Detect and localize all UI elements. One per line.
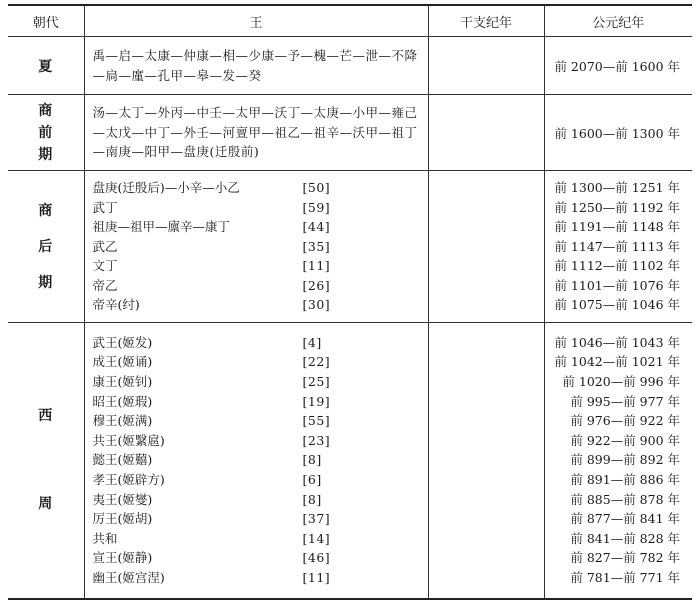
dynasty-western-zhou xyxy=(8,323,84,599)
king-name: 厉王(姬胡) xyxy=(92,511,153,527)
reign-row xyxy=(93,529,428,549)
king-name: 康王(姬钊) xyxy=(92,374,153,390)
ad-range: 前 1101—前 1076 年 xyxy=(554,277,680,293)
king-name: 夷王(姬燮) xyxy=(92,491,153,507)
reign-years: [55] xyxy=(302,413,331,429)
dynasty-xia: 夏 xyxy=(8,37,84,95)
reign-years: [35] xyxy=(302,238,331,254)
reign-row xyxy=(93,372,428,392)
king-name: 昭王(姬瑕) xyxy=(92,393,153,409)
ad-range: 前 1250—前 1192 年 xyxy=(554,199,680,215)
kings-shang-late xyxy=(84,171,428,323)
ad-range: 前 995—前 977 年 xyxy=(570,393,680,409)
reign-row xyxy=(93,237,428,257)
reign-row xyxy=(93,392,428,412)
reign-years: [4] xyxy=(302,334,322,350)
reign-years: [6] xyxy=(302,472,322,488)
dynasty-char: 期 xyxy=(38,274,54,291)
ganzhi-xia xyxy=(428,37,544,95)
ad-shang-late xyxy=(544,171,692,323)
ad-western-zhou xyxy=(544,323,692,599)
reign-row xyxy=(93,470,428,490)
kings-xia xyxy=(84,37,428,95)
reign-years: [8] xyxy=(302,452,322,468)
row-xia xyxy=(8,37,692,95)
king-name: 武丁 xyxy=(92,199,118,215)
kings-western-zhou xyxy=(84,323,428,599)
reign-years: [37] xyxy=(302,511,331,527)
king-line: —太戊—中丁—外壬—河亶甲—祖乙—祖辛—沃甲—祖丁 xyxy=(92,124,418,140)
king-name: 孝王(姬辟方) xyxy=(92,472,165,488)
reign-row xyxy=(93,198,428,218)
ganzhi-shang-early xyxy=(428,95,544,171)
kings-shang-early xyxy=(84,95,428,171)
ganzhi-western-zhou xyxy=(428,323,544,599)
king-name: 武王(姬发) xyxy=(92,334,153,350)
king-name: 幽王(姬宫涅) xyxy=(92,570,165,586)
ad-xia: 前 2070—前 1600 年 xyxy=(544,37,692,95)
ad-shang-early: 前 1600—前 1300 年 xyxy=(544,95,692,171)
king-line: 禹—启—太康—仲康—相—少康—予—槐—芒—泄—不降 xyxy=(92,48,418,63)
dynasty-shang-late xyxy=(8,171,84,323)
reign-years: [19] xyxy=(302,393,331,409)
ad-range: 前 1112—前 1102 年 xyxy=(554,258,680,274)
ad-range: 前 1020—前 996 年 xyxy=(562,374,680,390)
reign-row xyxy=(93,509,428,529)
row-shang-late xyxy=(8,171,692,323)
ad-range: 前 1147—前 1113 年 xyxy=(554,238,680,254)
king-name: 懿王(姬囏) xyxy=(92,452,153,468)
reign-row xyxy=(93,256,428,276)
dynasty-char: 西 xyxy=(38,408,54,425)
dynasty-char: 期 xyxy=(38,146,54,163)
dynasty-char: 周 xyxy=(38,496,54,513)
reign-years: [44] xyxy=(302,219,331,235)
ad-range: 前 899—前 892 年 xyxy=(570,452,680,468)
reign-row xyxy=(93,352,428,372)
reign-years: [25] xyxy=(302,374,331,390)
king-name: 盘庚(迁殷后)—小辛—小乙 xyxy=(92,179,240,195)
reign-years: [22] xyxy=(302,354,331,370)
row-western-zhou xyxy=(8,323,692,599)
king-name: 成王(姬诵) xyxy=(92,354,153,370)
reign-years: [30] xyxy=(302,297,331,313)
ad-range: 前 891—前 886 年 xyxy=(570,472,680,488)
dynasty-char: 商 xyxy=(38,102,54,119)
ad-range: 前 922—前 900 年 xyxy=(570,432,680,448)
ad-range: 前 877—前 841 年 xyxy=(570,511,680,527)
dynasty-char: 后 xyxy=(38,238,54,255)
ad-range: 前 1046—前 1043 年 xyxy=(554,334,680,350)
reign-row xyxy=(93,178,428,198)
reign-row xyxy=(93,431,428,451)
reign-row xyxy=(93,411,428,431)
reign-years: [11] xyxy=(302,258,331,274)
dynasty-char: 前 xyxy=(38,124,54,141)
king-line: —南庚—阳甲—盘庚(迁殷前) xyxy=(92,144,260,160)
ad-range: 前 1300—前 1251 年 xyxy=(554,179,680,195)
ad-range: 前 885—前 878 年 xyxy=(570,491,680,507)
king-line: 汤—太丁—外丙—中壬—太甲—沃丁—太庚—小甲—雍己 xyxy=(92,105,418,121)
king-name: 帝乙 xyxy=(92,277,118,293)
king-line: —扃—廑—孔甲—皋—发—癸 xyxy=(92,67,262,83)
chronology-table xyxy=(8,4,692,600)
row-shang-early xyxy=(8,95,692,171)
reign-row xyxy=(93,450,428,470)
reign-row xyxy=(93,568,428,588)
king-name: 祖庚—祖甲—廪辛—康丁 xyxy=(92,219,231,235)
ganzhi-shang-late xyxy=(428,171,544,323)
reign-row xyxy=(93,548,428,568)
reign-years: [26] xyxy=(302,277,331,293)
header-king: 王 xyxy=(84,5,428,37)
header-ad: 公元纪年 xyxy=(544,5,692,37)
dynasty-char: 商 xyxy=(38,202,54,219)
reign-years: [14] xyxy=(302,530,331,546)
header-dynasty: 朝代 xyxy=(8,5,84,37)
king-name: 共和 xyxy=(92,530,118,546)
reign-years: [23] xyxy=(302,432,331,448)
reign-years: [59] xyxy=(302,199,331,215)
king-name: 帝辛(纣) xyxy=(92,297,140,313)
ad-range: 前 827—前 782 年 xyxy=(570,550,680,566)
dynasty-shang-early xyxy=(8,95,84,171)
ad-range: 前 841—前 828 年 xyxy=(570,530,680,546)
ad-range: 前 1075—前 1046 年 xyxy=(554,297,680,313)
king-name: 文丁 xyxy=(92,258,118,274)
ad-range: 前 781—前 771 年 xyxy=(570,570,680,586)
header-row xyxy=(8,5,692,37)
ad-range: 前 976—前 922 年 xyxy=(570,413,680,429)
reign-row xyxy=(93,295,428,315)
king-name: 共王(姬繄扈) xyxy=(92,432,165,448)
ad-range: 前 1042—前 1021 年 xyxy=(554,354,680,370)
ad-range: 前 1191—前 1148 年 xyxy=(554,219,680,235)
header-ganzhi: 干支纪年 xyxy=(428,5,544,37)
reign-years: [46] xyxy=(302,550,331,566)
king-name: 武乙 xyxy=(92,238,118,254)
king-name: 穆王(姬满) xyxy=(92,413,153,429)
reign-years: [50] xyxy=(302,179,331,195)
reign-row xyxy=(93,276,428,296)
reign-row xyxy=(93,333,428,353)
reign-years: [11] xyxy=(302,570,331,586)
king-name: 宣王(姬静) xyxy=(92,550,153,566)
reign-row xyxy=(93,217,428,237)
reign-years: [8] xyxy=(302,491,322,507)
reign-row xyxy=(93,490,428,510)
